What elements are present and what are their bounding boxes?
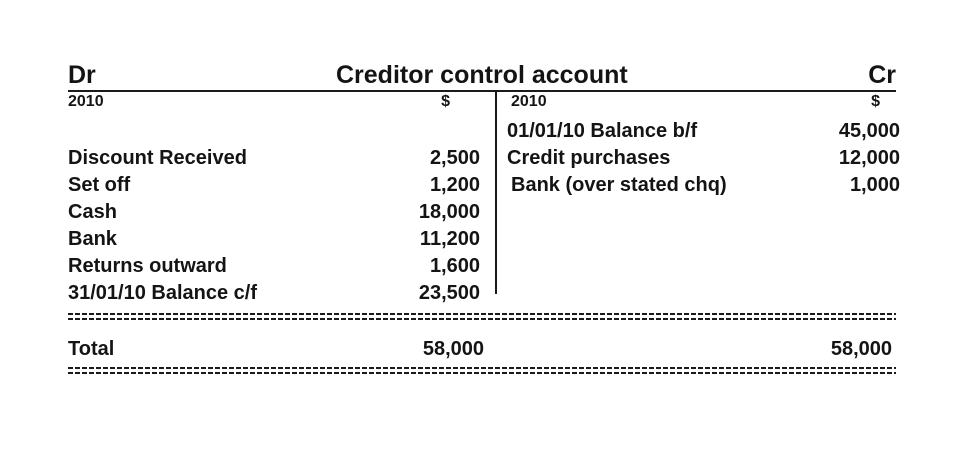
debit-entry-label: Cash <box>68 201 117 223</box>
debit-entry-label: Discount Received <box>68 147 247 169</box>
header-rule <box>68 90 896 92</box>
credit-entry-label: 01/01/10 Balance b/f <box>507 120 698 142</box>
debit-total: 58,000 <box>422 338 484 360</box>
debit-currency: $ <box>441 93 450 110</box>
credit-entry-amount: 45,000 <box>838 120 900 142</box>
debit-entry-label: Returns outward <box>68 255 227 277</box>
t-account-divider <box>495 92 497 294</box>
credit-entry-label: Credit purchases <box>507 147 671 169</box>
total-label: Total <box>68 338 115 360</box>
debit-entry-label: Bank <box>68 228 117 250</box>
credit-year: 2010 <box>511 93 547 110</box>
credit-entry-amount: 1,000 <box>849 174 900 196</box>
debit-entry-amount: 18,000 <box>418 201 480 223</box>
account-title: Creditor control account <box>336 61 628 89</box>
debit-year: 2010 <box>68 93 104 110</box>
double-rule-top <box>68 312 896 321</box>
debit-entry-amount: 1,200 <box>429 174 480 196</box>
debit-entry-amount: 23,500 <box>418 282 480 304</box>
debit-entry-amount: 11,200 <box>419 228 480 250</box>
double-rule-bottom <box>68 366 896 375</box>
credit-total: 58,000 <box>830 338 892 360</box>
debit-entry-amount: 2,500 <box>429 147 480 169</box>
credit-entry-label: Bank (over stated chq) <box>511 174 727 196</box>
debit-entry-label: Set off <box>68 174 131 196</box>
credit-currency: $ <box>871 93 880 110</box>
debit-entry-label: 31/01/10 Balance c/f <box>68 282 258 304</box>
cr-label: Cr <box>868 61 896 89</box>
debit-entry-amount: 1,600 <box>429 255 480 277</box>
credit-entry-amount: 12,000 <box>838 147 900 169</box>
dr-label: Dr <box>68 61 96 89</box>
